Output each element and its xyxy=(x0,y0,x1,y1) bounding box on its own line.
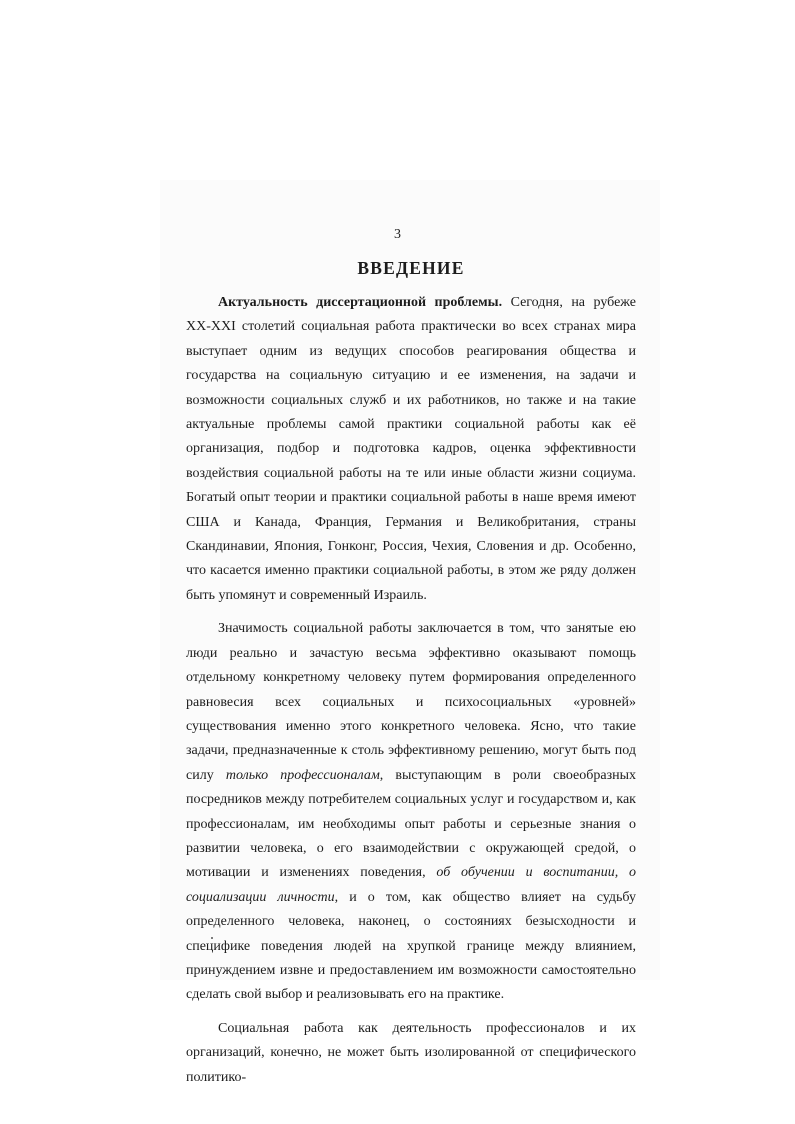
paragraph-significance xyxy=(186,617,636,1008)
paragraph-text-part3: , и о том, как общество влияет на судьбу определенного человека, наконец, о состояниях безысходности и специфике поведения людей на хрупкой границе между влиянием, принуждением извне и предоставлением им возможности самостоятельно сделать свой выбор и реализовывать его на практике. xyxy=(186,889,636,1003)
paragraph-lead: Актуальность диссертационной проблемы. xyxy=(218,295,503,310)
document-body xyxy=(186,291,636,1099)
paragraph-text: Сегодня, на рубеже XX-XXI столетий социальная работа практически во всех странах мира выступает одним из ведущих способов реагирования общества и государства на социальную ситуацию и ее изменения, на задачи и возможности социальных служб и их работников, но также и на такие актуальные проблемы самой практики социальной работы как её организация, подбор и подготовка кадров, оценка эффективности воздействия социальной работы на те или иные области жизни социума. Богатый опыт теории и практики социальной работы в наше время имеют США и Канада, Франция, Германия и Великобритания, страны Скандинавии, Япония, Гонконг, Россия, Чехия, Словения и др. Особенно, что касается именно практики социальной работы, в этом же ряду должен быть упомянут и современный Израиль. xyxy=(186,295,636,603)
paragraph-relevance xyxy=(186,291,636,608)
italic-phrase-professionals: только профессионалам xyxy=(225,767,380,783)
page-number: 3 xyxy=(394,227,401,242)
italic-phrase-education: об обучении и воспитании, о социализации личности xyxy=(186,865,636,905)
paragraph-text: Социальная работа как деятельность профессионалов и их организаций, конечно, не может быть изолированной от специфического политико- xyxy=(186,1020,636,1085)
page-title: ВВЕДЕНИЕ xyxy=(357,258,465,278)
paragraph-social-work-activity xyxy=(186,1017,636,1090)
paragraph-text-part1: Значимость социальной работы заключается в том, что занятые ею люди реально и зачастую весьма эффективно оказывают помощь отдельному конкретному человеку путем формирования определенного равновесия всех социальных и психосоциальных «уровней» существования именно этого конкретного человека. Ясно, что такие задачи, предназначенные к столь эффективному решению, могут быть под силу xyxy=(186,621,636,783)
paragraph-text-part2: , выступающим в роли своеобразных посредников между потребителем социальных услуг и государством и, как профессионалам, им необходимы опыт работы и серьезные знания о развитии человека, о его взаимодействии с окружающей средой, о мотивации и изменениях поведения, xyxy=(186,767,636,881)
scan-speck xyxy=(211,937,213,939)
